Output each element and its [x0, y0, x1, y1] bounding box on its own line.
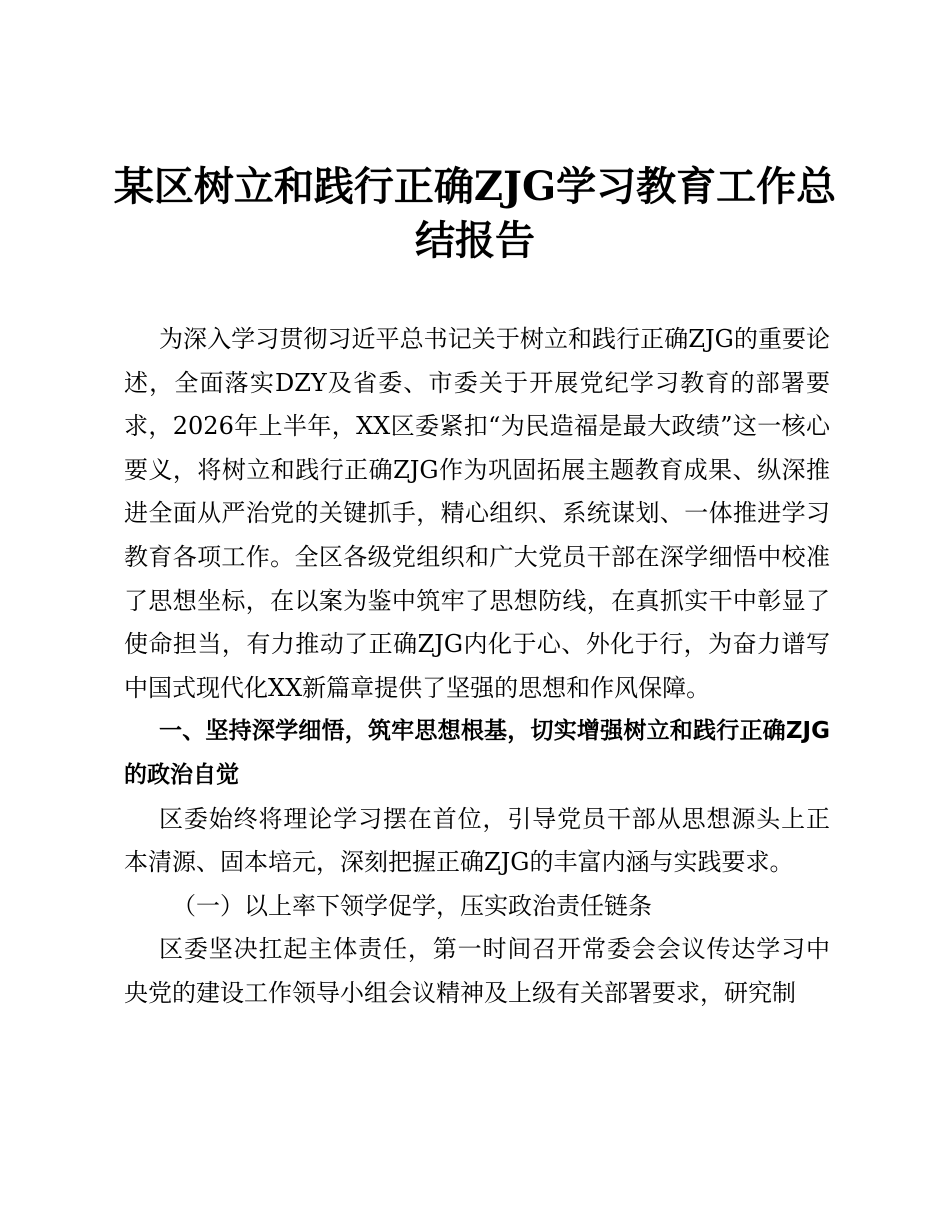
subsection-1-paragraph: 区委坚决扛起主体责任，第一时间召开常委会会议传达学习中央党的建设工作领导小组会议精神及上级有关部署要求，研究制 [124, 935, 830, 1007]
document-body [124, 318, 830, 1016]
section-1-paragraph: 区委始终将理论学习摆在首位，引导党员干部从思想源头上正本清源、固本培元，深刻把握正确ZJG的丰富内涵与实践要求。 [124, 804, 830, 877]
document-title: 某区树立和践行正确ZJG学习教育工作总结报告 [113, 163, 837, 264]
section-heading-1: 一、坚持深学细悟，筑牢思想根基，切实增强树立和践行正确ZJG的政治自觉 [124, 718, 830, 788]
subsection-heading-1: （一）以上率下领学促学，压实政治责任链条 [172, 891, 652, 920]
intro-paragraph: 为深入学习贯彻习近平总书记关于树立和践行正确ZJG的重要论述，全面落实DZY及省委、市委关于开展党纪学习教育的部署要求，2026年上半年，XX区委紧扣“为民造福是最大政绩”这一核心要义，将树立和践行正确ZJG作为巩固拓展主题教育成果、纵深推进全面从严治党的关键抓手，精心组织、系统谋划、一体推进学习教育各项工作。全区各级党组织和广大党员干部在深学细悟中校准了思想坐标，在以案为鉴中筑牢了思想防线，在真抓实干中彰显了使命担当，有力推动了正确ZJG内化于心、外化于行，为奋力谱写中国式现代化XX新篇章提供了坚强的思想和作风保障。 [124, 325, 830, 702]
